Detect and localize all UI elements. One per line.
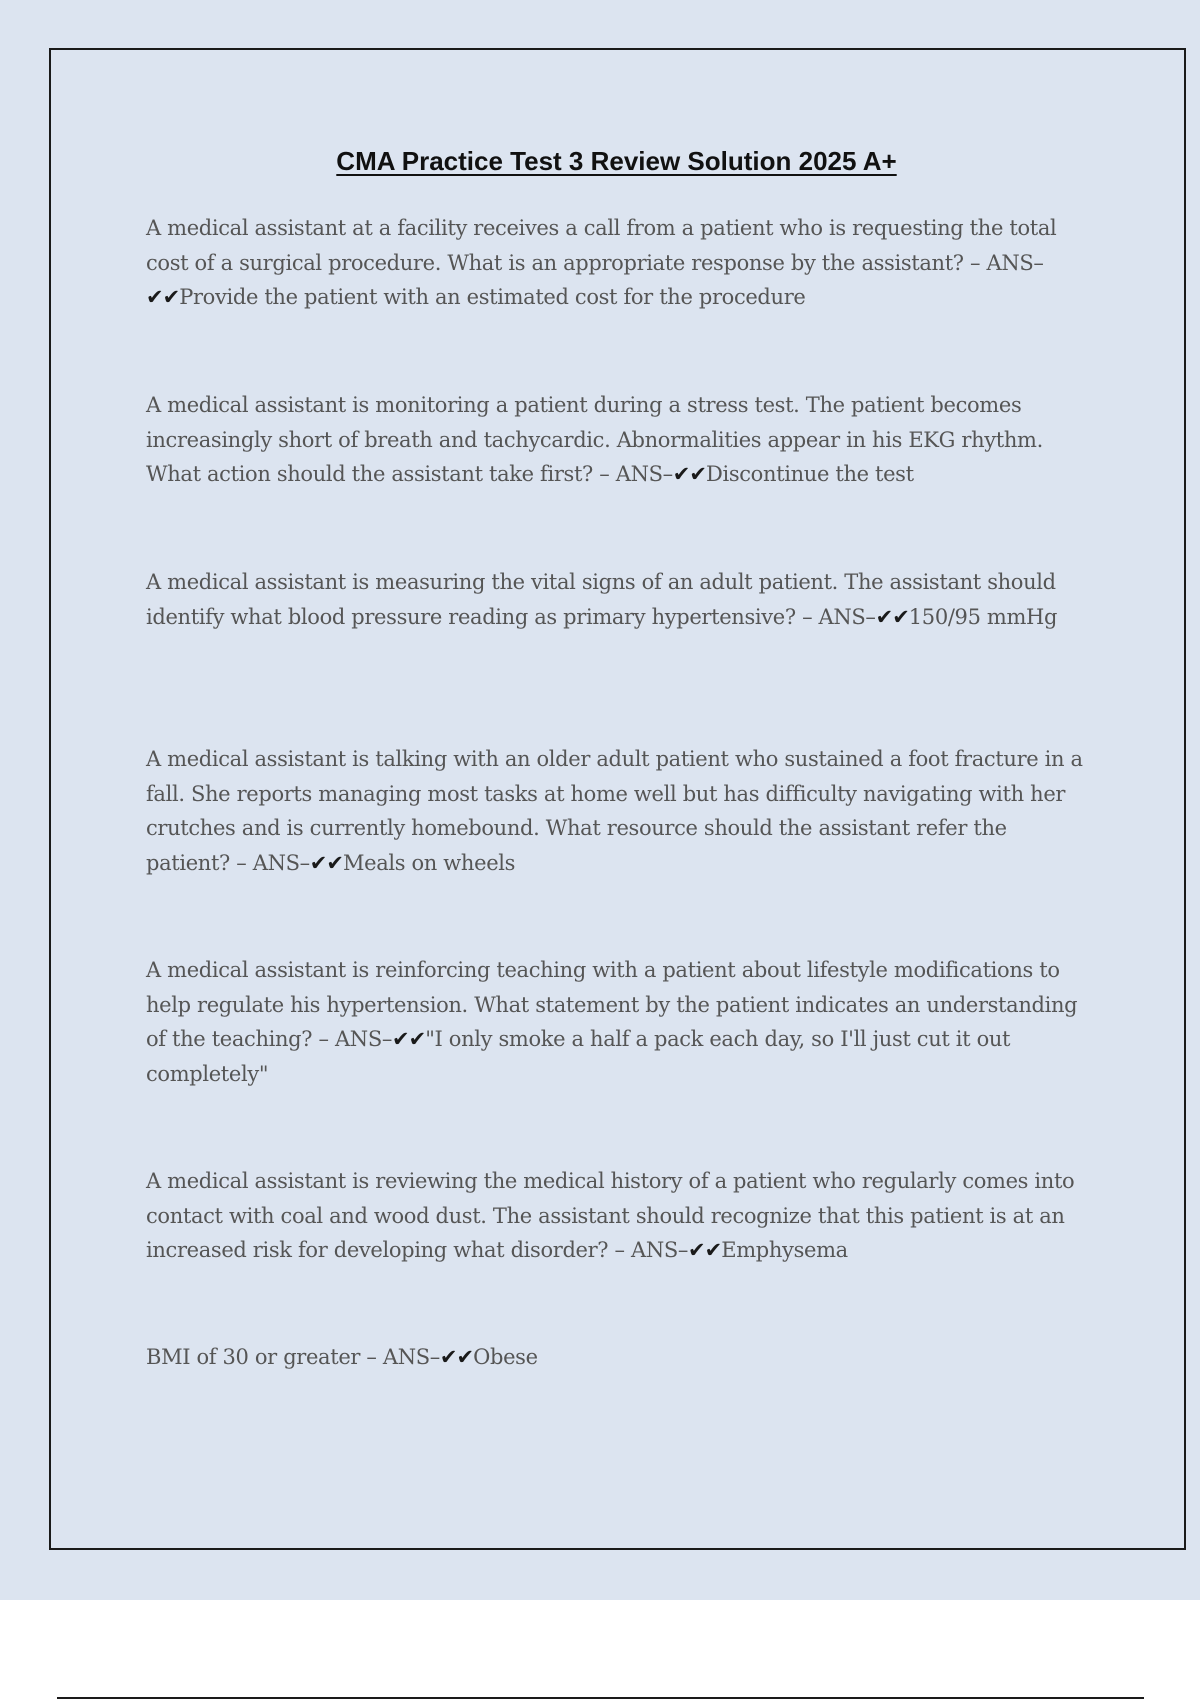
answer-text: Emphysema [721,1238,848,1262]
qa-item-3 [146,565,1086,634]
qa-item-2 [146,388,1086,492]
checkmark-icon: ✔✔ [688,1238,722,1262]
answer-text: Meals on wheels [343,850,516,875]
question-text: A medical assistant is talking with an older adult patient who sustained a foot fracture in a fall. She reports managing most tasks at home well but has difficulty navigating with her crutches and is currently homebound. What resource should the assistant refer the patient? – ANS– [146,747,1083,875]
question-text: A medical assistant at a facility receives a call from a patient who is requesting the total cost of a surgical procedure. What is an appropriate response by the assistant? – ANS– [146,216,1057,275]
qa-item-7 [146,1340,1086,1375]
checkmark-icon: ✔✔ [439,1345,474,1369]
answer-text: Provide the patient with an estimated cost for the procedure [179,285,806,309]
question-text: A medical assistant is reviewing the medical history of a patient who regularly comes into contact with coal and wood dust. The assistant should recognize that this patient is at an increased risk for developing what disorder? – ANS– [146,1169,1075,1262]
document-title: CMA Practice Test 3 Review Solution 2025 A+ [336,146,897,176]
answer-text: Discontinue the test [705,462,914,486]
checkmark-icon: ✔✔ [309,850,343,875]
qa-item-5 [146,953,1086,1091]
answer-text: "I only smoke a half a pack each day, so I'll just cut it out completely" [146,1027,1011,1086]
answer-text: 150/95 mmHg [908,604,1058,629]
checkmark-icon: ✔✔ [875,604,909,629]
question-text: A medical assistant is monitoring a patient during a stress test. The patient becomes increasingly short of breath and tachycardic. Abnormalities appear in his EKG rhythm. What action should the assistant take first? – ANS– [146,393,1043,486]
qa-item-6 [146,1164,1086,1268]
checkmark-icon: ✔✔ [146,285,180,309]
answer-text: Obese [473,1345,538,1369]
question-text: A medical assistant is reinforcing teaching with a patient about lifestyle modifications to help regulate his hypertension. What statement by the patient indicates an understanding of the teaching? – ANS– [146,958,1078,1051]
checkmark-icon: ✔✔ [392,1027,426,1051]
question-text: A medical assistant is measuring the vital signs of an adult patient. The assistant should identify what blood pressure reading as primary hypertensive? – ANS– [146,570,1056,629]
qa-item-4 [146,742,1086,880]
question-text: BMI of 30 or greater – ANS– [146,1345,440,1369]
checkmark-icon: ✔✔ [672,462,706,486]
qa-item-1 [146,211,1086,315]
footer-divider [57,1697,1144,1699]
